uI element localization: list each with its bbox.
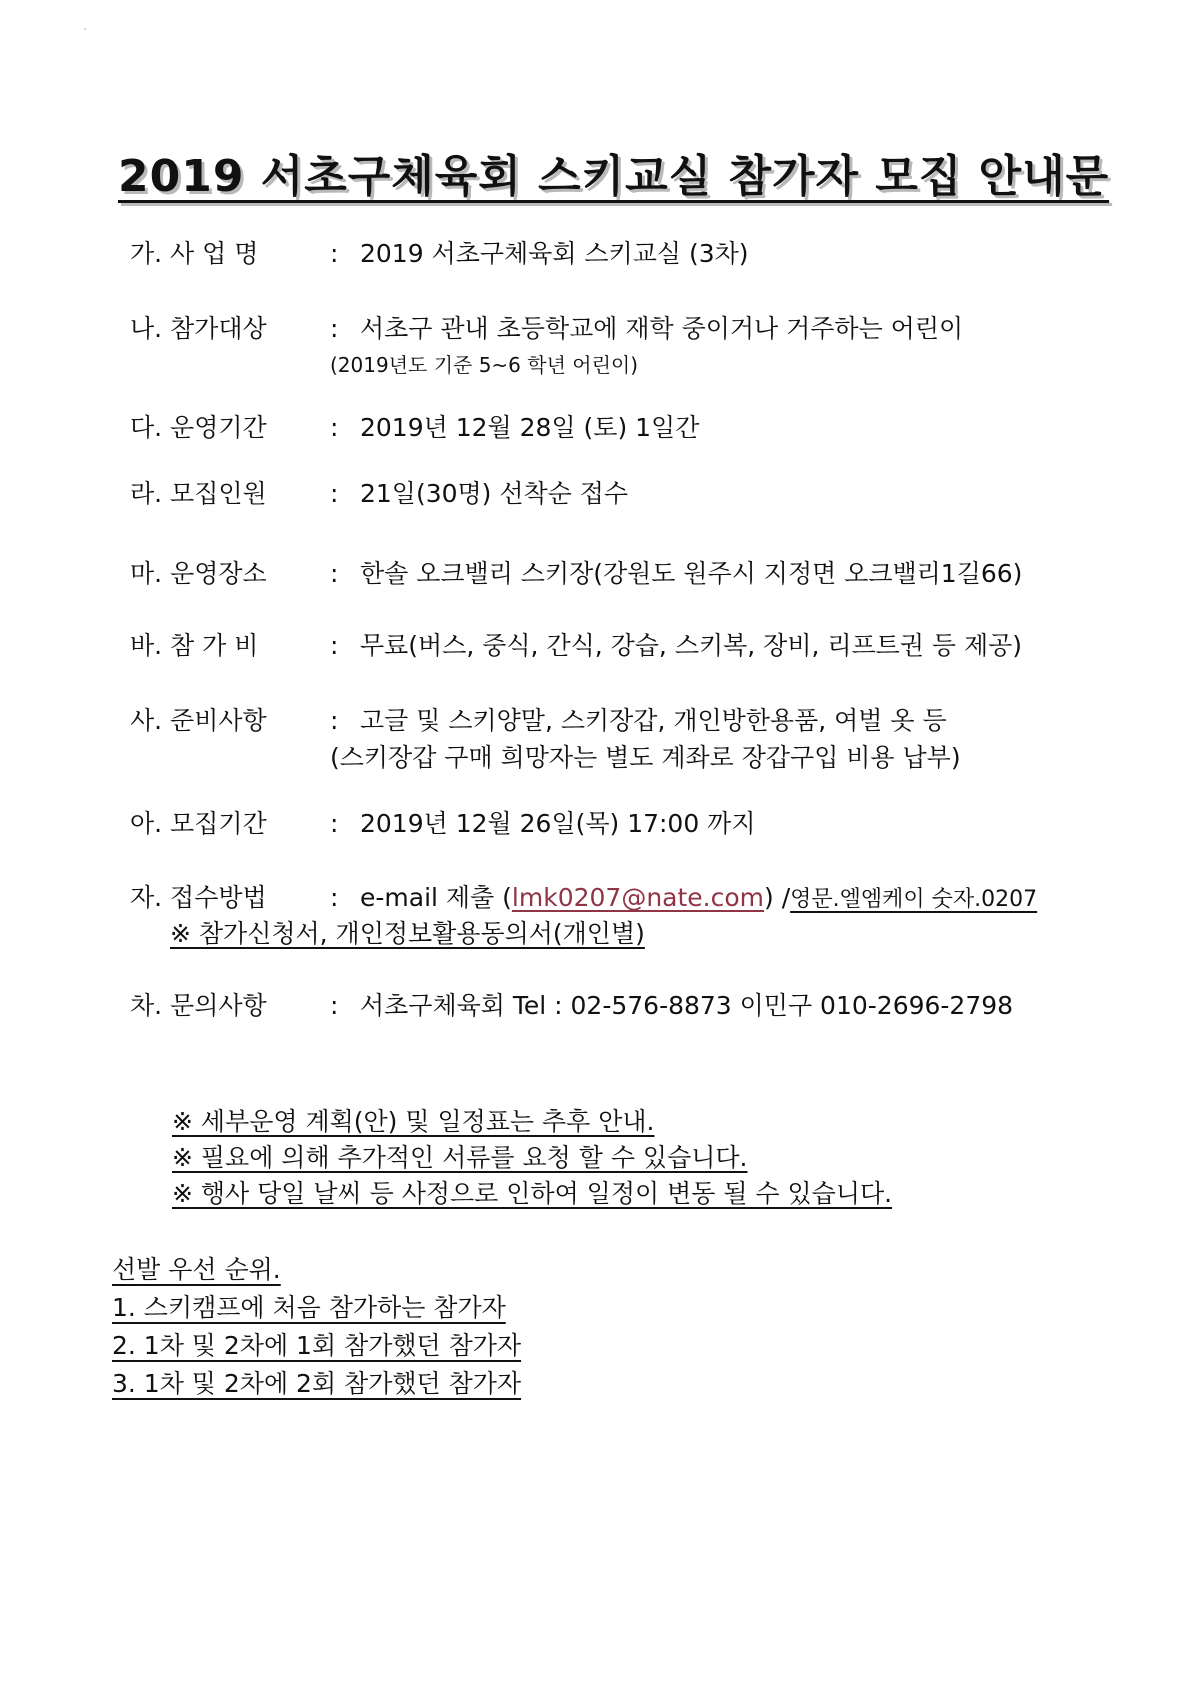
item-value: 2019년 12월 26일(목) 17:00 까지 (360, 809, 756, 838)
item-colon: : (330, 631, 339, 660)
item-participants (130, 313, 963, 345)
item-participants-sub: (2019년도 기준 5~6 학년 어린이) (330, 353, 639, 377)
item-period (130, 412, 699, 444)
item-label: 아. 모집기간 (130, 809, 267, 838)
page-title: 2019 서초구체육회 스키교실 참가자 모집 안내문 (118, 151, 1110, 202)
note-weather: ※ 행사 당일 날씨 등 사정으로 인하여 일정이 변동 될 수 있습니다. (172, 1179, 893, 1208)
item-colon: : (330, 413, 339, 442)
item-colon: : (330, 314, 339, 343)
item-colon: : (330, 706, 339, 735)
item-label: 차. 문의사항 (130, 991, 267, 1020)
item-fee (130, 630, 1022, 662)
item-value: 2019년 12월 28일 (토) 1일간 (360, 413, 700, 442)
email-id-note: 영문.엘엠케이 숫자.0207 (790, 887, 1038, 912)
item-colon: : (330, 479, 339, 508)
item-recruit-period (130, 808, 756, 840)
item-colon: : (330, 991, 339, 1020)
item-value: 서초구 관내 초등학교에 재학 중이거나 거주하는 어린이 (360, 314, 964, 343)
item-value: 21일(30명) 선착순 접수 (360, 479, 629, 508)
item-preparation-sub: (스키장갑 구매 희망자는 별도 계좌로 장갑구입 비용 납부) (330, 743, 961, 772)
item-colon: : (330, 239, 339, 268)
item-label: 가. 사 업 명 (130, 239, 259, 268)
item-recruit-count (130, 478, 628, 510)
email-link[interactable]: lmk0207@nate.com (511, 883, 765, 912)
item-venue (130, 558, 1022, 590)
item-label: 라. 모집인원 (130, 479, 267, 508)
item-label: 바. 참 가 비 (130, 631, 259, 660)
item-value: 한솔 오크밸리 스키장(강원도 원주시 지정면 오크밸리1길66) (360, 559, 1023, 588)
item-value-suffix: ) / (764, 883, 791, 912)
note-documents: ※ 필요에 의해 추가적인 서류를 요청 할 수 있습니다. (172, 1143, 748, 1172)
item-colon: : (330, 883, 339, 912)
item-application-method (130, 882, 1037, 916)
item-inquiry (130, 990, 1013, 1022)
item-value: 2019 서초구체육회 스키교실 (3차) (360, 239, 749, 268)
priority-item-3: 3. 1차 및 2차에 2회 참가했던 참가자 (112, 1369, 522, 1398)
item-label: 다. 운영기간 (130, 413, 267, 442)
scan-speck (84, 28, 86, 30)
item-preparation (130, 705, 947, 737)
item-value: 무료(버스, 중식, 간식, 강습, 스키복, 장비, 리프트권 등 제공) (360, 631, 1023, 660)
item-label: 마. 운영장소 (130, 559, 267, 588)
note-schedule: ※ 세부운영 계획(안) 및 일정표는 추후 안내. (172, 1107, 655, 1136)
item-application-docs (170, 919, 645, 949)
item-project-name (130, 238, 749, 270)
priority-heading: 선발 우선 순위. (112, 1255, 281, 1284)
item-colon: : (330, 559, 339, 588)
item-colon: : (330, 809, 339, 838)
item-value: 고글 및 스키양말, 스키장갑, 개인방한용품, 여벌 옷 등 (360, 706, 947, 735)
priority-item-2: 2. 1차 및 2차에 1회 참가했던 참가자 (112, 1331, 522, 1360)
item-label: 자. 접수방법 (130, 883, 267, 912)
item-label: 사. 준비사항 (130, 706, 267, 735)
application-docs-text: ※ 참가신청서, 개인정보활용동의서(개인별) (170, 919, 645, 948)
item-label: 나. 참가대상 (130, 314, 267, 343)
item-value: 서초구체육회 Tel : 02-576-8873 이민구 010-2696-2798 (360, 991, 1014, 1020)
priority-item-1: 1. 스키캠프에 처음 참가하는 참가자 (112, 1293, 506, 1322)
item-value-prefix: e-mail 제출 ( (360, 883, 512, 912)
